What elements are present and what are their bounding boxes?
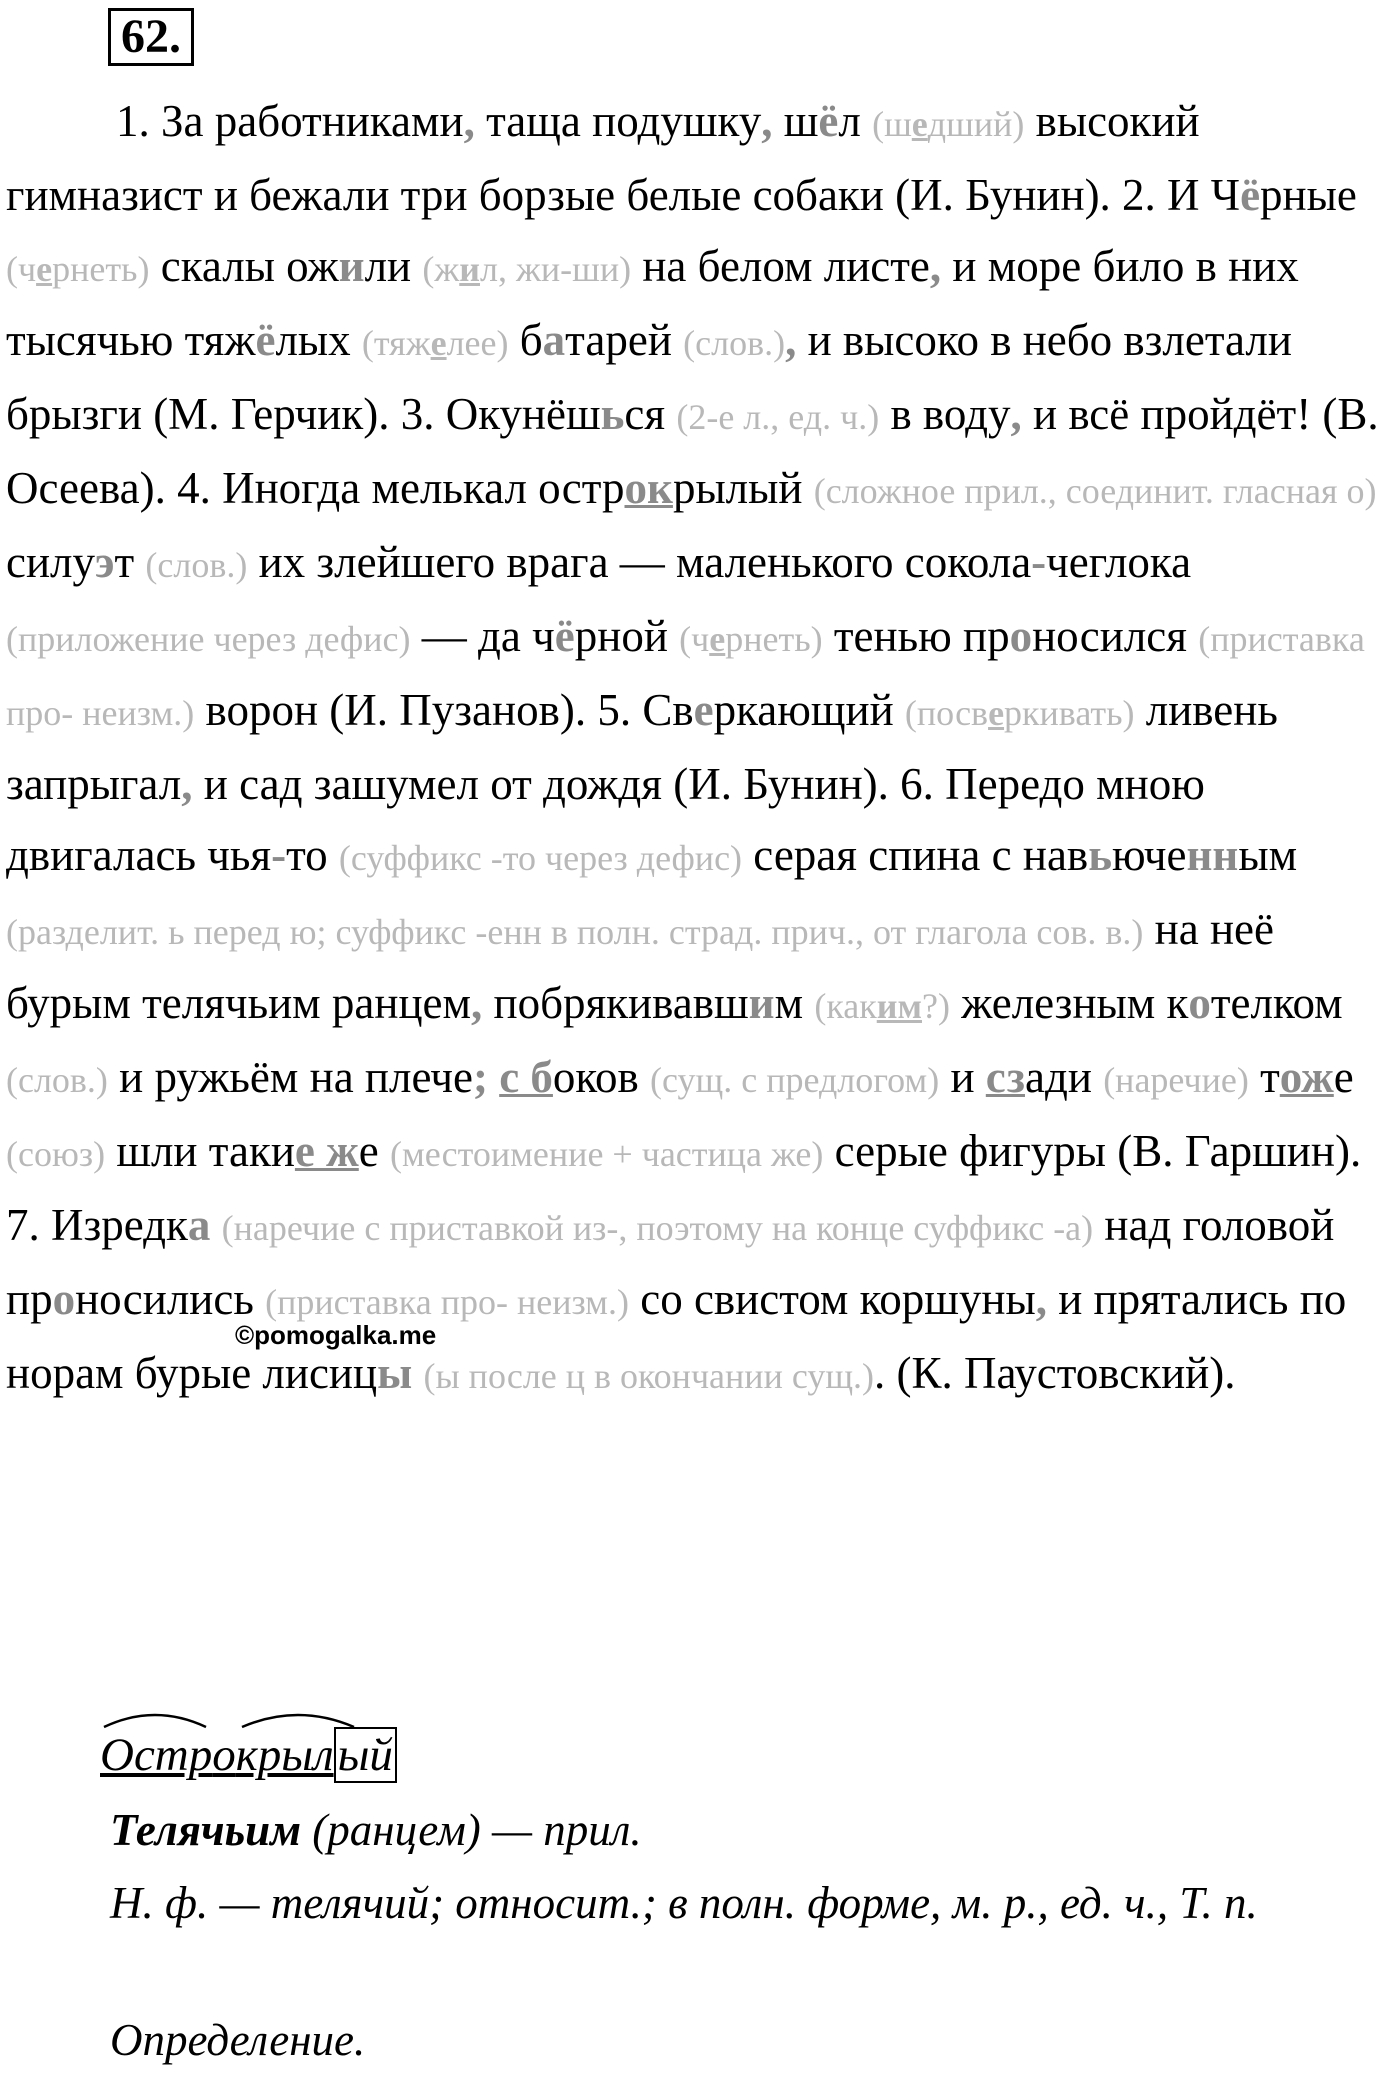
highlighted-letter: о bbox=[1009, 611, 1033, 661]
hint-note-letter: и bbox=[459, 249, 481, 289]
highlighted-letter: ы bbox=[377, 1348, 413, 1398]
text-run: таща подушку bbox=[474, 96, 762, 146]
highlighted-letter: - bbox=[271, 830, 287, 880]
text-run bbox=[412, 1348, 423, 1398]
text-run: серая спина с нав bbox=[742, 830, 1089, 880]
hint-note: (слов.) bbox=[145, 545, 248, 585]
text-run: над головой пр bbox=[6, 1200, 1335, 1324]
watermark: ©pomogalka.me bbox=[235, 1320, 437, 1350]
hint-note-letter: е bbox=[988, 693, 1005, 733]
text-run: чеглока bbox=[1046, 537, 1192, 587]
text-run: со свистом коршуны bbox=[628, 1274, 1036, 1324]
text-run: рной bbox=[574, 611, 680, 661]
text-run: тарей bbox=[565, 315, 684, 365]
text-run: б bbox=[508, 315, 543, 365]
hint-note: дший) bbox=[927, 104, 1025, 144]
hint-note: (ш bbox=[872, 104, 912, 144]
text-run: е bbox=[1333, 1052, 1354, 1102]
text-run: ся bbox=[624, 389, 677, 439]
hint-note: (слов.) bbox=[6, 1060, 108, 1100]
text-run: на неё бурым телячьим ранцем bbox=[6, 904, 1274, 1028]
hint-note-letter: е bbox=[911, 104, 928, 144]
hint-note: (приставка про- неизм.) bbox=[6, 619, 1365, 733]
hint-note: л, жи-ши) bbox=[480, 249, 632, 289]
highlighted-letter: , bbox=[463, 96, 475, 146]
highlighted-letter: и bbox=[748, 978, 775, 1028]
text-run: силу bbox=[6, 537, 96, 587]
hint-note: (ж bbox=[422, 249, 460, 289]
text-run: и море било в них тысячью тяж bbox=[6, 241, 1299, 365]
text-run: ш bbox=[772, 96, 819, 146]
highlighted-letter: ё bbox=[818, 96, 839, 146]
hint-note: (наречие с приставкой из-, поэтому на конце суффикс -а) bbox=[221, 1208, 1094, 1248]
highlighted-letter: ё bbox=[554, 611, 575, 661]
highlighted-letter: , bbox=[761, 96, 773, 146]
highlighted-letter: , bbox=[929, 241, 942, 291]
text-run: юче bbox=[1111, 830, 1187, 880]
highlighted-letter: о bbox=[1188, 978, 1211, 1028]
text-run bbox=[210, 1200, 221, 1250]
highlighted-underlined-letters: ож bbox=[1279, 1052, 1334, 1102]
text-run: скалы ож bbox=[149, 241, 339, 291]
hint-note: (ч bbox=[6, 249, 37, 289]
highlighted-letter: а bbox=[542, 315, 566, 365]
hint-note: рнеть) bbox=[52, 249, 150, 289]
hint-note: (разделит. ь перед ю; суффикс -енн в полн. страд. прич., от глагола сов. в.) bbox=[6, 912, 1144, 952]
morph-connector: о bbox=[212, 1729, 236, 1781]
highlighted-letter: а bbox=[187, 1200, 211, 1250]
highlighted-underlined-letters: е ж bbox=[294, 1126, 359, 1176]
hint-note-letter: е bbox=[709, 619, 726, 659]
text-run: ркающий bbox=[713, 685, 905, 735]
text-run: высокий гимназист и бежали три борзые белые собаки (И. Бунин). 2. И Ч bbox=[6, 96, 1241, 220]
text-run: ворон (И. Пузанов). 5. Св bbox=[194, 685, 694, 735]
hint-note: ?) bbox=[922, 986, 950, 1026]
text-run: и прятались по норам бурые лисиц bbox=[6, 1274, 1347, 1398]
text-run: телком bbox=[1210, 978, 1343, 1028]
hint-note-letter: е bbox=[36, 249, 53, 289]
highlighted-letter: , bbox=[181, 759, 193, 809]
text-run: и высоко в небо взлетали брызги (М. Герчик). 3. Окунёш bbox=[6, 315, 1292, 439]
text-run: рные bbox=[1260, 170, 1357, 220]
hint-note: (как bbox=[814, 986, 877, 1026]
hint-note-letter: им bbox=[876, 986, 922, 1026]
hint-note-letter: е bbox=[430, 323, 447, 363]
analysis-heading bbox=[110, 1800, 642, 1860]
hint-note: (посв bbox=[904, 693, 989, 733]
text-run: то bbox=[286, 830, 339, 880]
highlighted-underlined-letters: ок bbox=[624, 463, 673, 513]
root-arc-1 bbox=[100, 1707, 210, 1729]
text-run: серые фигуры (В. Гаршин). 7. Изредк bbox=[6, 1126, 1362, 1250]
exercise-text bbox=[6, 86, 1396, 1412]
hint-note: рнеть) bbox=[725, 619, 823, 659]
highlighted-letter: , bbox=[471, 978, 483, 1028]
analysis-word-context: (ранцем) — прил. bbox=[301, 1805, 642, 1855]
text-run: ли bbox=[364, 241, 423, 291]
highlighted-letter: э bbox=[95, 537, 115, 587]
hint-note: (местоимение + частица же) bbox=[390, 1134, 824, 1174]
text-run: носился bbox=[1032, 611, 1199, 661]
highlighted-letter: , bbox=[785, 315, 797, 365]
highlighted-underlined-letters: с б bbox=[499, 1052, 553, 1102]
text-run: рылый bbox=[672, 463, 814, 513]
hint-note: (приставка про- неизм.) bbox=[265, 1282, 629, 1322]
analysis-line2: Н. ф. — телячий; относит.; в полн. форме, м. р., ед. ч., Т. п. bbox=[110, 1878, 1258, 1928]
text-run: их злейшего врага — маленького сокола bbox=[247, 537, 1032, 587]
highlighted-letter: - bbox=[1031, 537, 1047, 587]
highlighted-letter: е bbox=[693, 685, 714, 735]
text-run: на белом листе bbox=[631, 241, 930, 291]
text-run: — да ч bbox=[410, 611, 555, 661]
text-run: в воду bbox=[879, 389, 1011, 439]
hint-note: ркивать) bbox=[1004, 693, 1135, 733]
morph-ending: ый bbox=[334, 1727, 397, 1783]
text-run: лых bbox=[275, 315, 362, 365]
exercise-number: 62. bbox=[108, 8, 194, 66]
analysis-word: Телячьим bbox=[110, 1805, 302, 1855]
text-run: 1. За работниками bbox=[116, 96, 464, 146]
hint-note: (суффикс -то через дефис) bbox=[338, 838, 743, 878]
text-run: носились bbox=[75, 1274, 266, 1324]
hint-note: (ы после ц в окончании сущ.) bbox=[423, 1356, 875, 1396]
hint-note: (тяж bbox=[361, 323, 431, 363]
text-run: оков bbox=[552, 1052, 650, 1102]
highlighted-letter: ь bbox=[1088, 830, 1112, 880]
hint-note: (2-е л., ед. ч.) bbox=[676, 397, 880, 437]
text-run: ливень запрыгал bbox=[6, 685, 1278, 809]
text-run: т bbox=[114, 537, 146, 587]
highlighted-underlined-letters: сз bbox=[985, 1052, 1025, 1102]
hint-note: (ч bbox=[679, 619, 710, 659]
text-run: и bbox=[939, 1052, 986, 1102]
text-run: железным к bbox=[949, 978, 1189, 1028]
morph-root1: Остр bbox=[100, 1729, 213, 1781]
hint-note: (наречие) bbox=[1103, 1060, 1249, 1100]
text-run: м bbox=[774, 978, 815, 1028]
text-run: и сад зашумел от дождя (И. Бунин). 6. Передо мною двигалась чья bbox=[6, 759, 1205, 880]
morph-root2: крыл bbox=[235, 1729, 334, 1781]
text-run: л bbox=[838, 96, 873, 146]
hint-note: (сложное прил., соединит. гласная о) bbox=[813, 471, 1377, 511]
analysis-line3: Определение. bbox=[110, 2015, 366, 2065]
highlighted-letter: ь bbox=[600, 389, 625, 439]
highlighted-letter: ; bbox=[472, 1052, 488, 1102]
hint-note: (приложение через дефис) bbox=[6, 619, 411, 659]
text-run: ади bbox=[1024, 1052, 1104, 1102]
text-run: . (К. Паустовский). bbox=[874, 1348, 1236, 1398]
highlighted-letter: ё bbox=[1240, 170, 1261, 220]
hint-note: (слов.) bbox=[683, 323, 786, 363]
highlighted-letter: ё bbox=[255, 315, 276, 365]
morpheme-word bbox=[100, 1725, 397, 1785]
hint-note: (союз) bbox=[6, 1134, 106, 1174]
text-run: побрякивавш bbox=[482, 978, 749, 1028]
morpheme-analysis bbox=[100, 1725, 397, 1785]
highlighted-letter: и bbox=[338, 241, 365, 291]
text-run: и ружьём на плече bbox=[107, 1052, 473, 1102]
text-run bbox=[488, 1052, 499, 1102]
text-run: е bbox=[358, 1126, 390, 1176]
highlighted-letter: , bbox=[1010, 389, 1022, 439]
text-run: и всё пройдёт! (В. Осеева). 4. Иногда мелькал остр bbox=[6, 389, 1379, 513]
root-arc-2 bbox=[238, 1707, 358, 1729]
text-run: ым bbox=[1238, 830, 1298, 880]
text-run: т bbox=[1248, 1052, 1280, 1102]
hint-note: (сущ. с предлогом) bbox=[650, 1060, 940, 1100]
highlighted-letter: нн bbox=[1186, 830, 1239, 880]
text-run: шли таки bbox=[105, 1126, 295, 1176]
highlighted-letter: о bbox=[52, 1274, 76, 1324]
highlighted-letter: , bbox=[1035, 1274, 1047, 1324]
text-run: тенью пр bbox=[822, 611, 1010, 661]
hint-note: лее) bbox=[446, 323, 509, 363]
